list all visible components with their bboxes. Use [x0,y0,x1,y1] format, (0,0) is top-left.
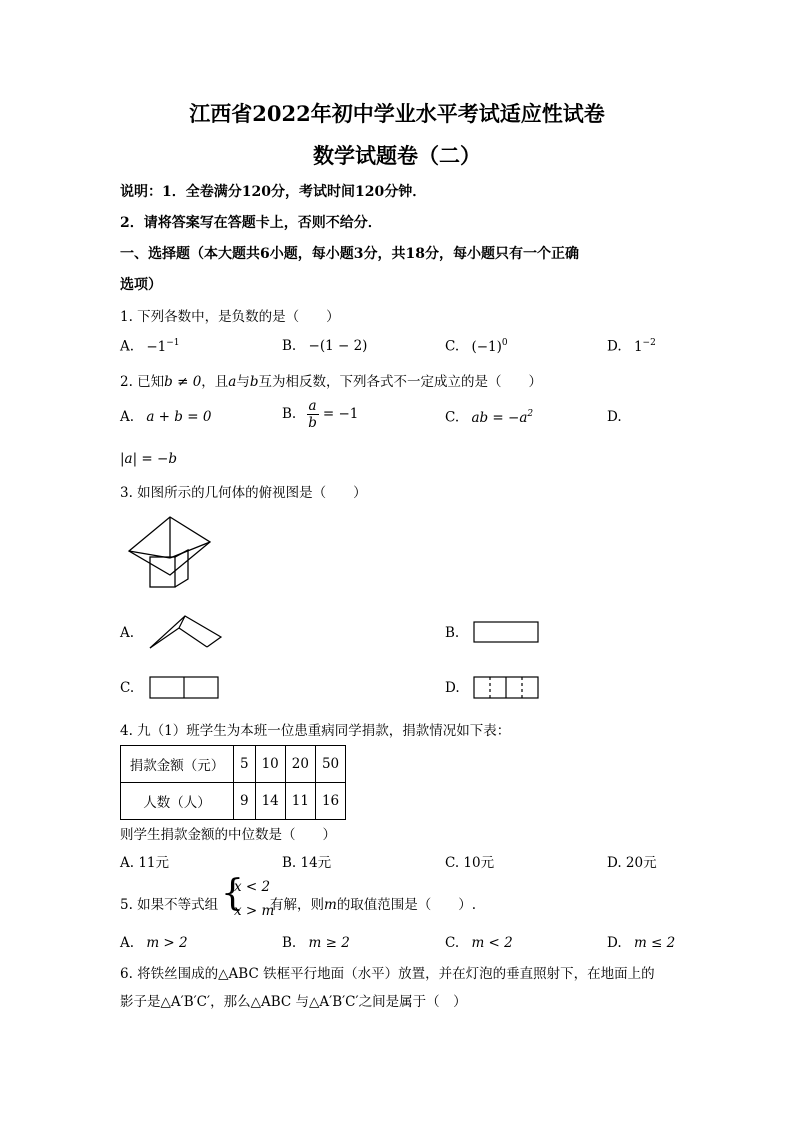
q2-var-b: b [249,374,259,390]
option-label: B. [282,935,297,951]
table-row [121,746,346,783]
option-label: D. [607,935,622,951]
q5-system-line-2: x > m [234,903,275,919]
table-cell: 50 [315,746,345,783]
q4-option-b: B. 14元 [282,855,332,871]
q3-option-b-figure [473,621,539,643]
q2-b-rest: = −1 [322,406,359,422]
q3-option-b-label: B. [445,625,460,641]
note-line-1: 说明：1．全卷满分120分，考试时间120分钟． [120,184,427,200]
q5-a-expr: m > 2 [146,935,188,951]
q1-option-a [120,338,180,355]
donation-table [120,745,346,820]
section-title-line-1: 一、选择题（本大题共6小题，每小题3分，共18分，每小题只有一个正确 [120,246,579,262]
q2-stem-part: 与 [236,374,250,390]
q5-brace: { [221,873,244,914]
q2-condition: b ≠ 0 [164,374,202,390]
q5-b-expr: m ≥ 2 [308,935,350,951]
q2-option-d: D. [607,409,622,425]
q5-c-expr: m < 2 [471,935,513,951]
table-row [121,783,346,820]
option-label: A. [120,935,135,951]
q2-option-a [120,409,211,425]
q2-var-a: a [228,374,237,390]
option-label: B. [282,338,297,354]
q1-d-expr: 1 [633,338,643,355]
table-cell: 14 [255,783,285,820]
q1-option-d [607,338,656,355]
q1-c-sup: 0 [501,338,508,348]
q5-d-expr: m ≤ 2 [633,935,676,951]
q2-b-numerator: a [308,398,317,414]
q1-option-b [282,338,367,354]
q5-option-d [607,935,675,951]
option-label: C. [445,409,460,426]
q4-after-table: 则学生捐款金额的中位数是（ ） [120,827,336,843]
q2-stem-part: 互为相反数，下列各式不一定成立的是（ ） [258,374,543,390]
figure-rect [474,622,538,642]
option-label: C. [445,935,460,951]
q5-option-b [282,935,350,951]
q3-option-c-figure [149,676,219,699]
q2-stem [120,370,542,390]
q1-c-expr: (−1) [471,338,502,355]
exam-subtitle: 数学试题卷（二） [313,143,481,168]
q2-stem-part: 2. 已知 [120,374,165,390]
section-title-line-2: 选项） [120,277,162,293]
q1-a-sup: −1 [166,338,180,348]
q1-b-expr: −(1 − 2) [308,338,368,354]
q5-stem-end [270,893,476,913]
q3-option-d-label: D. [445,680,460,696]
table-cell: 11 [285,783,315,820]
q5-stem-part: 有解，则 [270,897,324,913]
option-label: C. [445,338,460,355]
q5-option-a [120,935,188,951]
table-cell: 捐款金额（元） [121,746,234,783]
q1-option-c [445,338,508,355]
option-label: B. [282,406,297,422]
figure-line [179,616,185,628]
q2-a-expr: a + b = 0 [146,409,212,425]
exam-title: 江西省2022年初中学业水平考试适应性试卷 [189,101,605,126]
q1-stem: 1. 下列各数中，是负数的是（ ） [120,309,340,325]
q3-option-a-figure [147,613,225,651]
option-label: D. [607,338,622,355]
base-front [150,557,175,587]
q3-option-d-figure [473,676,539,699]
q3-option-c-label: C. [120,680,135,696]
table-cell: 人数（人） [121,783,234,820]
table-cell: 5 [234,746,256,783]
figure-line [150,628,179,648]
q2-b-fraction [307,398,319,431]
q2-b-denominator: b [308,415,317,431]
q5-option-c [445,935,513,951]
table-cell: 16 [315,783,345,820]
q4-stem: 4. 九（1）班学生为本班一位患重病同学捐款，捐款情况如下表： [120,723,511,739]
table-cell: 10 [255,746,285,783]
table-cell: 20 [285,746,315,783]
q2-d-expr: |a| = −b [120,451,177,467]
table-cell: 9 [234,783,256,820]
q4-option-c: C. 10元 [445,855,495,871]
q5-var-m: m [324,897,337,913]
note-line-2: 2．请将答案写在答题卡上，否则不给分． [120,215,382,231]
q1-d-sup: −2 [642,338,656,348]
roof-edge [170,542,210,558]
q6-line-1: 6. 将铁丝围成的△ABC 铁框平行地面（水平）放置，并在灯泡的垂直照射下，在地面上的 [120,966,655,982]
q2-c-sup: 2 [527,409,534,419]
q2-option-b [282,398,358,431]
q6-line-2: 影子是△A′B′C′，那么△ABC 与△A′B′C′之间是属于（ ） [120,994,467,1010]
q4-option-a: A. 11元 [120,855,170,871]
q2-c-expr: ab = −a [471,409,528,426]
option-label: A. [120,338,135,355]
q3-stem: 3. 如图所示的几何体的俯视图是（ ） [120,485,367,501]
q5-stem-start: 5. 如果不等式组 [120,897,219,913]
q5-stem-part: 的取值范围是（ ）. [336,897,477,913]
option-label: A. [120,409,135,425]
q2-stem-part: ，且 [201,374,229,390]
q5-system-line-1: x < 2 [234,879,271,895]
q4-option-d: D. 20元 [607,855,657,871]
q2-option-c [445,409,533,426]
q1-a-expr: −1 [146,338,167,355]
q3-solid-figure [125,512,215,592]
figure-line [179,628,207,647]
q3-option-a-label: A. [120,625,135,641]
